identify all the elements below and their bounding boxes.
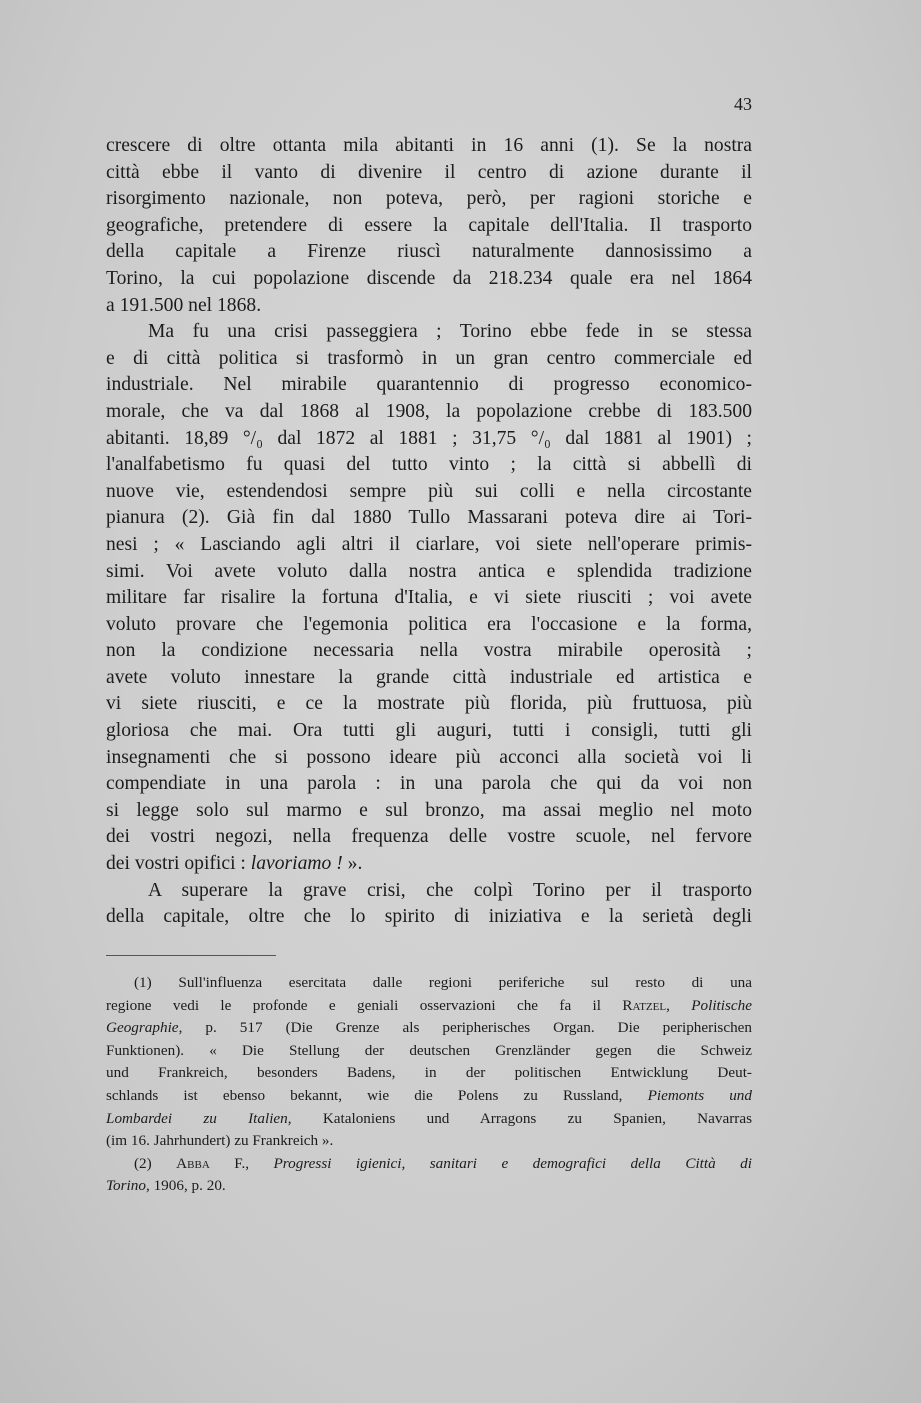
emphasis: Piemonts und (647, 1086, 752, 1104)
body-line: non la condizione necessaria nella vostra mirabile operosità ; (106, 640, 752, 662)
body-line: simi. Voi avete voluto dalla nostra antica e splendida tradizione (106, 560, 752, 582)
body-line: compendiate in una parola : in una parola che qui da voi non (106, 773, 752, 795)
footnote-line: und Frankreich, besonders Badens, in der politischen Entwicklung Deut- (106, 1064, 752, 1082)
body-line: a 191.500 nel 1868. (106, 294, 262, 316)
body-line: geografiche, pretendere di essere la capitale dell'Italia. Il trasporto (106, 214, 752, 236)
body-line: e di città politica si trasformò in un gran centro commerciale ed (106, 347, 752, 369)
book-title: Torino (106, 1177, 146, 1195)
body-fragment: ». (342, 853, 363, 875)
footnote-fragment: , (245, 1154, 274, 1172)
body-line: industriale. Nel mirabile quarantennio di progresso economico- (106, 374, 752, 396)
body-line: Ma fu una crisi passeggiera ; Torino ebbe fede in se stessa (148, 321, 752, 343)
footnote-line: Funktionen). « Die Stellung der deutschen Grenzländer gegen die Schweiz (106, 1041, 752, 1059)
body-text (106, 133, 752, 931)
book-title: Progressi igienici, sanitari e demografici della Città di (273, 1154, 752, 1172)
footnote-fragment: (2) (134, 1154, 177, 1172)
body-line: crescere di oltre ottanta mila abitanti in 16 anni (1). Se la nostra (106, 135, 752, 156)
body-line: nesi ; « Lasciando agli altri il ciarlare, voi siete nell'operare primis- (106, 533, 752, 555)
footnote-line (106, 1153, 752, 1176)
body-line: voluto provare che l'egemonia politica era l'occasione e la forma, (106, 613, 752, 635)
book-title: Geographie (106, 1019, 179, 1037)
body-line: insegnamenti che si possono ideare più acconci alla società voi li (106, 746, 752, 768)
body-line: A superare la grave crisi, che colpì Torino per il trasporto (148, 879, 752, 901)
body-line: avete voluto innestare la grande città industriale ed artistica e (106, 666, 752, 688)
body-line: nuove vie, estendendosi sempre più sui colli e nella circostante (106, 480, 752, 502)
page-number: 43 (734, 94, 752, 114)
body-line: gloriosa che mai. Ora tutti gli auguri, tutti i consigli, tutti gli (106, 720, 752, 742)
footnote-line: (im 16. Jahrhundert) zu Frankreich ». (106, 1132, 334, 1150)
quote-emphasis: lavoriamo ! (250, 853, 343, 875)
footnote-separator (106, 955, 276, 956)
author-name: Abba F. (176, 1154, 246, 1172)
footnote-line (106, 1108, 752, 1131)
footnote-line (106, 1175, 752, 1198)
footnote-line (106, 995, 752, 1018)
footnote-fragment: , Kataloniens und Arragons zu Spanien, Navarras (287, 1109, 752, 1127)
footnote-fragment: , 1906, p. 20. (145, 1177, 226, 1195)
body-line (106, 851, 752, 878)
book-title: Politische (691, 996, 752, 1014)
body-line: Torino, la cui popolazione discende da 218.234 quale era nel 1864 (106, 267, 752, 289)
body-fragment: dei vostri opifici : (106, 853, 251, 875)
footnote-line: (1) Sull'influenza esercitata dalle regioni periferiche sul resto di una (134, 974, 752, 991)
footnote-fragment: regione vedi le profonde e geniali osservazioni che fa il (106, 996, 623, 1014)
author-name: Ratzel (622, 996, 667, 1014)
body-line: pianura (2). Già fin dal 1880 Tullo Massarani poteva dire ai Tori- (106, 507, 752, 529)
footnote-line (106, 1085, 752, 1108)
footnote-fragment: , p. 517 (Die Grenze als peripherisches Organ. Die peripherischen (178, 1019, 752, 1037)
footnote-fragment: schlands ist ebenso bekannt, wie die Polens zu Russland, (106, 1086, 648, 1104)
body-line: si legge solo sul marmo e sul bronzo, ma assai meglio nel moto (106, 799, 752, 821)
body-line: morale, che va dal 1868 al 1908, la popolazione crebbe di 183.500 (106, 400, 752, 422)
footnote-line (106, 1017, 752, 1040)
body-line: vi siete riusciti, e ce la mostrate più florida, più fruttuosa, più (106, 693, 752, 715)
body-line: della capitale, oltre che lo spirito di iniziativa e la serietà degli (106, 906, 752, 928)
body-line: militare far risalire la fortuna d'Italia, e vi siete riusciti ; voi avete (106, 587, 752, 609)
body-line: risorgimento nazionale, non poteva, però, per ragioni storiche e (106, 188, 752, 210)
body-line: abitanti. 18,89 °/₀ dal 1872 al 1881 ; 31,75 °/₀ dal 1881 al 1901) ; (106, 427, 752, 449)
footnotes (106, 972, 752, 1198)
emphasis: Lombardei zu Italien (106, 1109, 288, 1127)
body-line: città ebbe il vanto di divenire il centro di azione durante il (106, 161, 752, 183)
body-line: l'analfabetismo fu quasi del tutto vinto ; la città si abbellì di (106, 454, 752, 476)
body-line: dei vostri negozi, nella frequenza delle vostre scuole, nel fervore (106, 826, 752, 848)
body-line: della capitale a Firenze riuscì naturalmente dannosissimo a (106, 241, 752, 263)
footnote-fragment: , (666, 996, 692, 1014)
